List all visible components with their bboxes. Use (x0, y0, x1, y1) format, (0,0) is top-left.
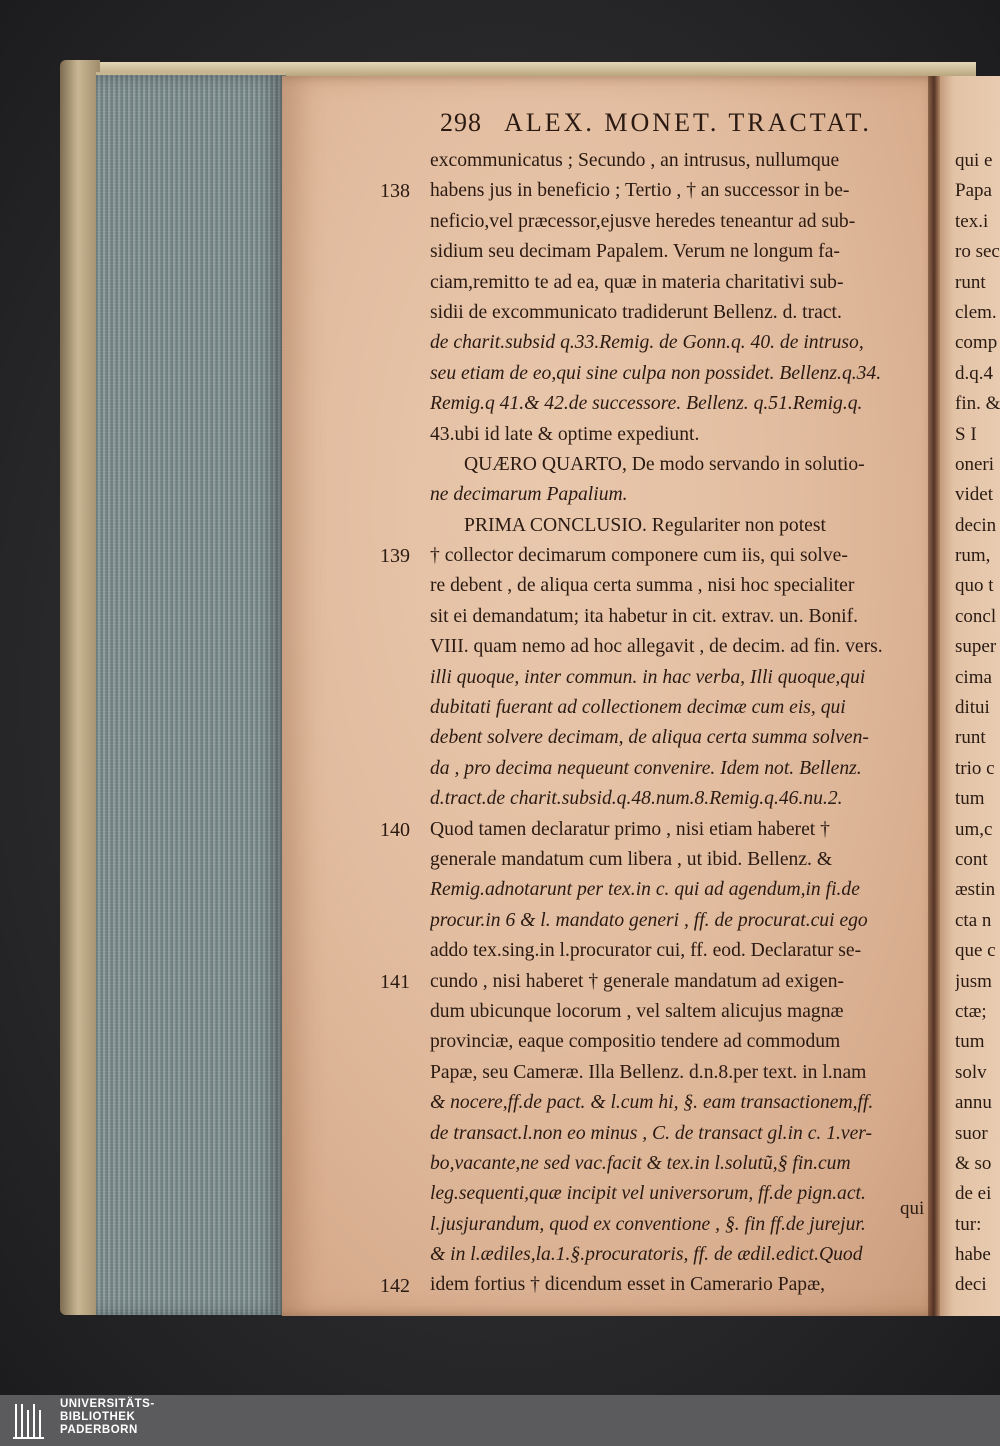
right-page-fragment: solv (955, 1061, 987, 1083)
text-line: excommunicatus ; Secundo , an intrusus, nullumque (430, 150, 840, 171)
right-page-fragment: & so (955, 1152, 992, 1174)
catchword: qui (900, 1198, 925, 1219)
text-line: QUÆRO QUARTO, De modo servando in solutio- (464, 453, 865, 475)
right-page-fragment: runt (955, 727, 986, 749)
text-line: Remig.q 41.& 42.de successore. Bellenz. q.51.Remig.q. (430, 393, 863, 415)
right-page-fragment: d.q.4 (955, 362, 993, 384)
right-page-fragment: runt (955, 271, 986, 293)
right-page-fragment: de ei (955, 1183, 992, 1205)
text-line: Remig.adnotarunt per tex.in c. qui ad agendum,in fi.de (430, 879, 860, 901)
text-line: d.tract.de charit.subsid.q.48.num.8.Remig.q.46.nu.2. (430, 788, 843, 810)
right-page-fragment: annu (955, 1092, 992, 1114)
right-page-fragment: super (955, 636, 997, 658)
margin-number: 139 (380, 545, 410, 568)
page-number: 298 (440, 108, 482, 137)
right-page-fragment: clem. (955, 301, 997, 323)
right-page-fragment: quo t (955, 575, 994, 597)
text-line: Quod tamen declaratur primo , nisi etiam haberet † (430, 818, 830, 840)
right-page-fragment: decin (955, 514, 997, 536)
text-line: PRIMA CONCLUSIO. Regulariter non potest (464, 514, 826, 536)
right-page-fragment: cta n (955, 909, 992, 931)
right-page-fragment: fin. & (955, 393, 1000, 415)
margin-number: 141 (380, 970, 410, 993)
right-page-fragment: cont (955, 848, 988, 870)
library-name-line: UNIVERSITÄTS- (60, 1398, 155, 1410)
margin-number: 138 (380, 180, 410, 203)
text-line: idem fortius † dicendum esset in Camerario Papæ, (430, 1274, 826, 1296)
right-page-fragment: tum (955, 788, 985, 810)
text-line: & in l.ædiles,la.1.§.procuratoris, ff. de ædil.edict.Quod (430, 1244, 863, 1266)
text-line: addo tex.sing.in l.procurator cui, ff. eod. Declaratur se- (430, 940, 862, 962)
text-line: 43.ubi id late & optime expediunt. (430, 423, 700, 445)
running-head (440, 108, 872, 138)
right-page-fragment: videt (955, 484, 993, 506)
right-page-fragment: qui e (955, 150, 993, 171)
right-page-fragment: rum, (955, 545, 991, 567)
text-line: provinciæ, eaque compositio tendere ad commodum (430, 1031, 841, 1053)
right-page-fragment: S I (955, 423, 977, 445)
right-page-fragment: habe (955, 1244, 991, 1266)
text-line: de transact.l.non eo minus , C. de transact gl.in c. 1.ver- (430, 1122, 873, 1144)
text-line: de charit.subsid q.33.Remig. de Gonn.q. 40. de intruso, (430, 332, 864, 354)
body-text (430, 146, 933, 1301)
text-line: habens jus in beneficio ; Tertio , † an successor in be- (430, 180, 850, 202)
right-page-fragment: deci (955, 1274, 987, 1296)
text-line: dum ubicunque locorum , vel saltem alicujus magnæ (430, 1000, 844, 1022)
right-page-fragment: ditui (955, 697, 990, 719)
right-page-fragment: tex.i (955, 210, 989, 232)
page-edges (96, 72, 286, 1315)
text-line: ne decimarum Papalium. (430, 484, 628, 506)
text-line: leg.sequenti,quæ incipit vel universorum, ff.de pign.act. (430, 1183, 866, 1205)
right-page-fragment: æstin (955, 879, 996, 901)
library-name-line: PADERBORN (60, 1424, 138, 1436)
text-line: generale mandatum cum libera , ut ibid. Bellenz. & (430, 848, 833, 870)
library-name-line: BIBLIOTHEK (60, 1411, 136, 1423)
right-page-fragment: comp (955, 332, 998, 354)
library-name (60, 1398, 155, 1437)
right-page-fragment: que c (955, 940, 996, 962)
text-line: Papæ, seu Cameræ. Illa Bellenz. d.n.8.per text. in l.nam (430, 1061, 867, 1083)
text-line: re debent , de aliqua certa summa , nisi hoc specialiter (430, 575, 855, 597)
text-line: debent solvere decimam, de aliqua certa summa solven- (430, 727, 869, 749)
right-page-fragment: concl (955, 605, 997, 627)
right-page-fragment: Papa (955, 180, 992, 202)
text-line: l.jusjurandum, quod ex conventione , §. fin ff.de jurejur. (430, 1213, 866, 1235)
text-line: seu etiam de eo,qui sine culpa non possidet. Bellenz.q.34. (430, 362, 882, 384)
running-title: ALEX. MONET. TRACTAT. (504, 108, 872, 137)
right-page-fragment: tur: (955, 1213, 982, 1235)
text-line: illi quoque, inter commun. in hac verba, Illi quoque,qui (430, 666, 866, 688)
text-line: cundo , nisi haberet † generale mandatum ad exigen- (430, 970, 845, 992)
right-page-fragment: um,c (955, 818, 993, 840)
text-line: bo,vacante,ne sed vac.facit & tex.in l.solutũ,§ fin.cum (430, 1152, 851, 1174)
text-line: ciam,remitto te ad ea, quæ in materia charitativi sub- (430, 271, 844, 293)
text-line: procur.in 6 & l. mandato generi , ff. de procurat.cui ego (430, 909, 868, 931)
text-line: dubitati fuerant ad collectionem decimæ cum eis, qui (430, 697, 846, 719)
text-line: VIII. quam nemo ad hoc allegavit , de decim. ad fin. vers. (430, 636, 883, 658)
text-line: da , pro decima nequeunt convenire. Idem not. Bellenz. (430, 757, 862, 779)
right-page-fragment: tum (955, 1031, 985, 1053)
right-page-fragment: suor (955, 1122, 988, 1144)
right-page-text (955, 146, 1000, 1301)
right-page-fragment: trio c (955, 757, 995, 779)
right-page-fragment: ctæ; (955, 1000, 987, 1022)
text-line: sidii de excommunicato tradiderunt Bellenz. d. tract. (430, 301, 842, 323)
right-page-fragment: oneri (955, 453, 995, 475)
library-logo-icon (10, 1400, 50, 1442)
text-line: & nocere,ff.de pact. & l.cum hi, §. eam transactionem,ff. (430, 1092, 874, 1114)
margin-number: 142 (380, 1274, 410, 1297)
right-page-fragment: cima (955, 666, 992, 688)
book-cover-edge (60, 60, 100, 1315)
text-line: † collector decimarum componere cum iis, qui solve- (430, 545, 848, 567)
text-line: neficio,vel præcessor,ejusve heredes teneantur ad sub- (430, 210, 856, 232)
text-line: sit ei demandatum; ita habetur in cit. extrav. un. Bonif. (430, 605, 859, 627)
margin-number: 140 (380, 818, 410, 841)
right-page-fragment: ro sec (955, 241, 1000, 263)
right-page-fragment: jusm (955, 970, 992, 992)
text-line: sidium seu decimam Papalem. Verum ne longum fa- (430, 241, 840, 263)
